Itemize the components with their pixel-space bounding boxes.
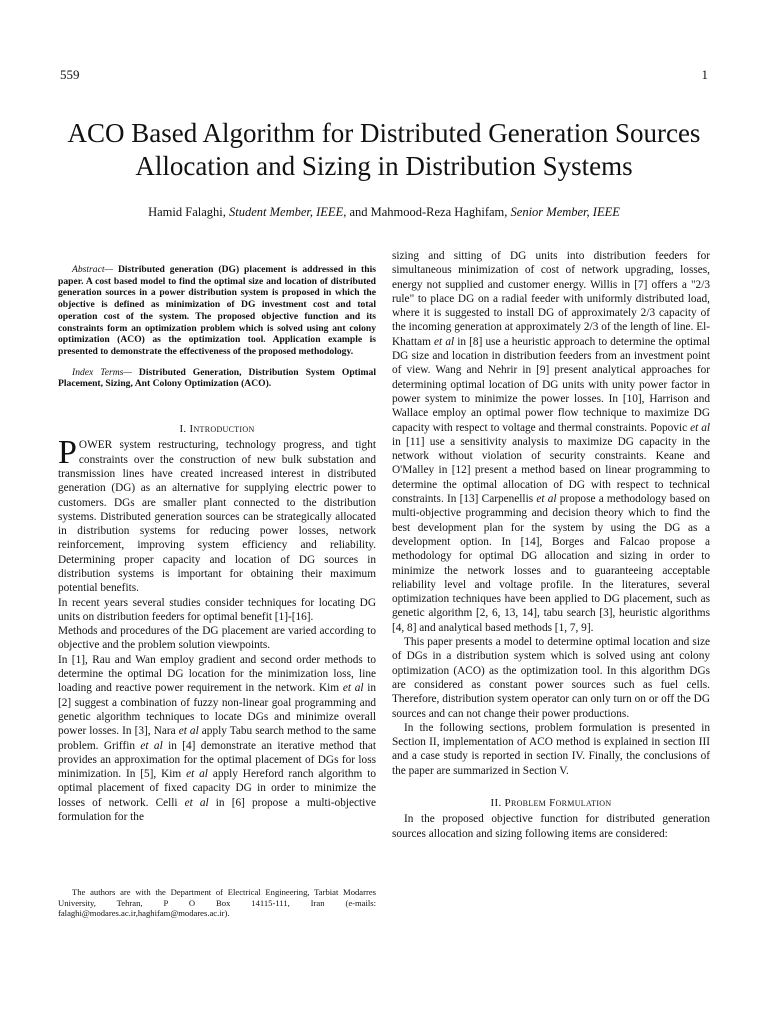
index-terms-text: Distributed Generation, Distribution System Optimal Placement, Sizing, Ant Colony Optimization (ACO). bbox=[58, 366, 376, 390]
page-number-right: 1 bbox=[701, 67, 708, 82]
author-connector: , and Mahmood-Reza Haghifam, bbox=[343, 205, 511, 219]
abstract-lead: Abstract— bbox=[72, 264, 114, 275]
intro-paragraph-3: Methods and procedures of the DG placement are varied according to objective and the problem solution viewpoints. bbox=[58, 625, 376, 652]
author-role-2: Senior Member, IEEE bbox=[510, 205, 620, 219]
author-falaghi: Hamid Falaghi, bbox=[148, 205, 229, 219]
r1-part-b: in [8] use a heuristic approach to determine the optimal DG size and location in distribution feeders from an investment point of view. Wang and Nehrir in [9] present analytical approaches for determining optimal location of DG units with unity power factor in power system to minimize the power losses. In [10], Harrison and Wallace employ an optimal power flow technique to maximize DG capacity with respect to voltage and thermal constraints. Popovic bbox=[392, 335, 710, 434]
etal-4: et al bbox=[186, 768, 208, 781]
intro-paragraph-1 bbox=[58, 434, 376, 595]
section-title-2: Problem Formulation bbox=[504, 796, 612, 809]
footnote: The authors are with the Department of Electrical Engineering, Tarbiat Modarres University, Tehran, P O Box 14115-111, Iran (e-mails: falaghi@modares.ac.ir,haghifam@modares.ac.ir). bbox=[58, 887, 376, 919]
p4-part-a: In [1], Rau and Wan employ gradient and second order methods to determine the optimal DG location for the minimization loss, line loading and reactive power requirement in the network. Kim bbox=[58, 653, 376, 695]
p4-part-c: apply Tabu search method to the same problem. Griffin bbox=[58, 725, 377, 752]
etal-7: et al bbox=[690, 421, 710, 434]
r1-part-c: in [11] use a sensitivity analysis to maximize DG capacity in the network without violation of security constraints. Keane and O'Malley in [12] present a method based on linear programming to determine the optimal allocation of DG with respect to technical constraints. In [13] Carpenellis bbox=[392, 435, 710, 506]
section-heading-problem-formulation bbox=[392, 796, 710, 810]
author-role-1: Student Member, IEEE bbox=[229, 205, 344, 219]
intro-paragraph-4 bbox=[58, 653, 376, 825]
abstract bbox=[58, 264, 376, 358]
section-numeral-2: II. bbox=[490, 796, 505, 809]
page-number-left: 559 bbox=[60, 67, 80, 82]
etal-5: et al bbox=[184, 796, 209, 809]
etal-8: et al bbox=[536, 493, 557, 506]
intro-continued-1 bbox=[392, 249, 710, 635]
index-terms bbox=[58, 367, 376, 390]
section-title-1: Introduction bbox=[189, 423, 255, 436]
etal-1: et al bbox=[342, 682, 364, 695]
problem-formulation-paragraph: In the proposed objective function for distributed generation sources allocation and sizing following items are considered: bbox=[392, 813, 710, 840]
p4-part-e: apply Hereford ranch algorithm to optimal placement of fixed capacity DG in order to minimize the losses of network. Celli bbox=[58, 768, 376, 809]
intro-continued-3: In the following sections, problem formulation is presented in Section II, implementation of ACO method is explained in section III and a case study is reported in section IV. Finally, the conclusions of the paper are summarized in Section V. bbox=[392, 721, 710, 777]
intro-continued-2: This paper presents a model to determine optimal location and size of DGs in a distribution system which is solved using ant colony optimization (ACO) as the optimization tool. In this algorithm DGs are considered as constant power sources such as fuel cells. Therefore, distribution system operator can only turn on or off the DG sources and can not change their power productions. bbox=[392, 636, 710, 720]
p4-part-d: in [4] demonstrate an iterative method that provides an approximation for the optimal placement of DGs for loss minimization. In [5], Kim bbox=[58, 739, 377, 781]
index-terms-lead: Index Terms— bbox=[72, 366, 132, 378]
etal-6: et al bbox=[434, 335, 455, 348]
paper-title: ACO Based Algorithm for Distributed Generation Sources Allocation and Sizing in Distribution Systems bbox=[67, 118, 701, 181]
r1-part-a: sizing and sitting of DG units into distribution feeders for simultaneous minimization of cost of network upgrading, losses, energy not supplied and customer energy. Willis in [7] offers a "2/3 rule" to place DG on a radial feeder with uniformly distributed load, where it is suggested to install DG of approximately 2/3 capacity of the incoming generation at approximately 2/3 of the length of line. El-Khattam bbox=[392, 250, 710, 348]
r1-part-d: propose a methodology based on multi-objective programming and decision theory which to find the best development plan for the system by using the DG as a development option. In [14], Borges and Falcao propose a methodology for optimal DG allocation and sizing in order to minimize the network losses and to guaranteeing acceptable reliability level and voltage profile. In the literatures, several optimization techniques have been applied to DG placement, such as genetic algorithm [2, 6, 13, 14], tabu search [3], heuristic algorithms [4, 8] and analytical based methods [1, 7, 9]. bbox=[392, 493, 711, 634]
p4-part-f: in [6] propose a multi-objective formulation for the bbox=[58, 796, 376, 824]
intro-text-1: OWER system restructuring, technology progress, and tight constraints over the construction of new bulk substation and transmission lines have created increased interest in distributed generation (DG) as an alternative for supplying electric power to customers. DGs are smaller plant connected to the distribution systems. Distributed generation sources can be strategically allocated in distribution systems for reducing power losses, network reinforcement, improving system efficiency and reliability. Determining proper capacity and location of DG sources in distribution systems is important for obtaining their maximum potential benefits. bbox=[58, 439, 376, 595]
right-column bbox=[392, 249, 710, 841]
intro-paragraph-2: In recent years several studies consider techniques for locating DG units on distribution feeders for optimal benefit [1]-[16]. bbox=[58, 596, 376, 623]
abstract-text: Distributed generation (DG) placement is addressed in this paper. A cost based model to find the optimal size and location of distributed generation sources in a power distribution system is proposed in which the objective is defined as minimization of DG investment cost and total operation cost of the system. The proposed objective function and its constraints form an optimization problem which is solved using ant colony optimization (ACO) as the optimization tool. Application example is presented to demonstrate the effectiveness of the proposed methodology. bbox=[58, 264, 376, 357]
etal-3: et al bbox=[140, 739, 163, 752]
section-numeral-1: I. bbox=[179, 423, 190, 436]
p4-part-b: in [2] suggest a combination of fuzzy non-linear goal programming and genetic algorithm techniques to locate DGs and minimize overall power losses. In [3], Nara bbox=[58, 682, 376, 738]
etal-2: et al bbox=[178, 725, 199, 738]
dropcap: P bbox=[58, 434, 77, 472]
left-column bbox=[58, 264, 376, 824]
section-heading-introduction bbox=[58, 422, 376, 436]
author-line bbox=[40, 205, 728, 220]
